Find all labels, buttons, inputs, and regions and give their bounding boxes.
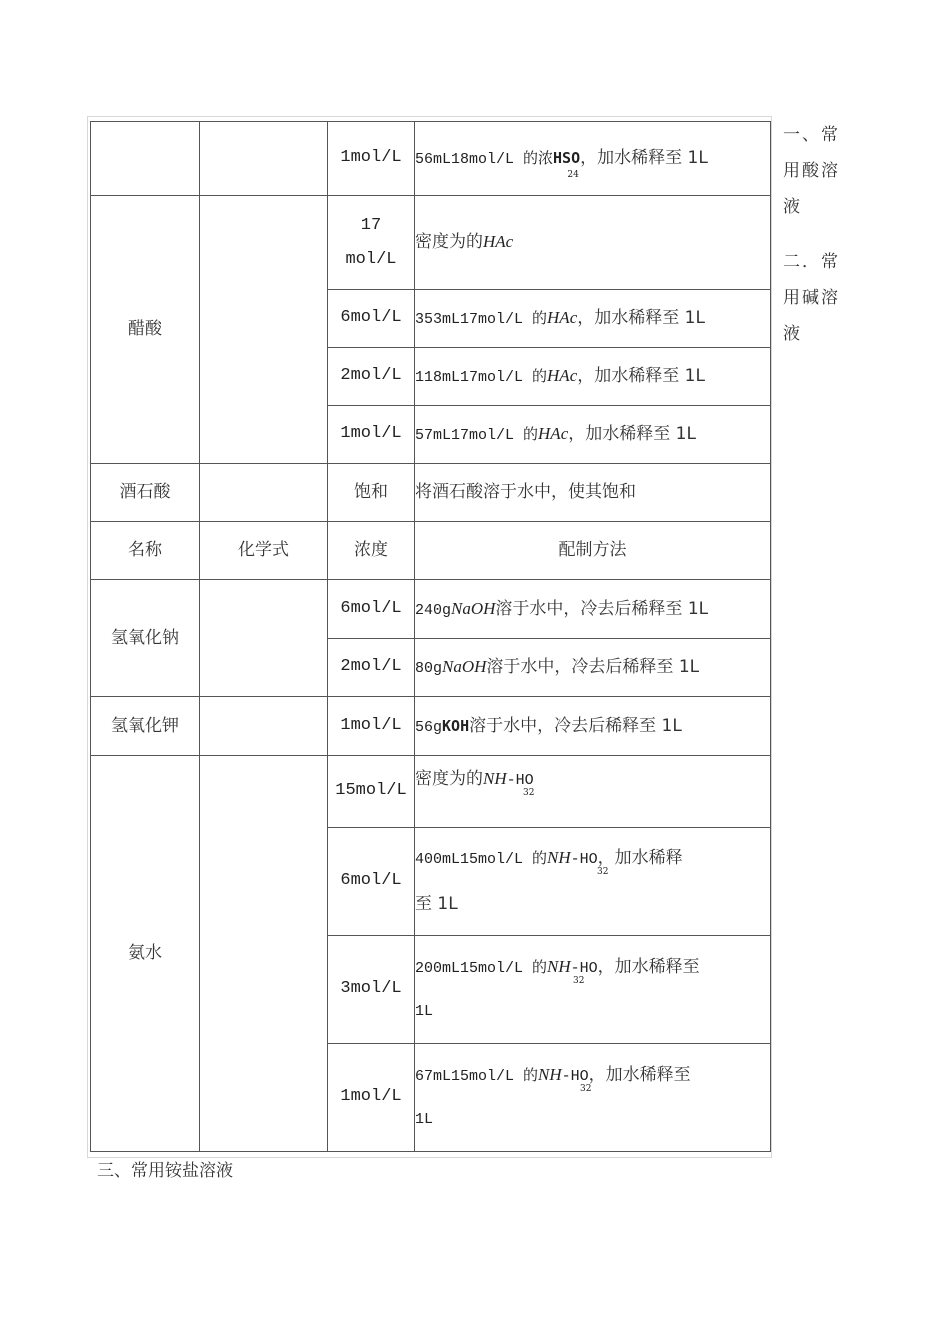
table-row <box>91 122 771 196</box>
name-cell <box>91 122 200 196</box>
conc-cell: 1mol/L <box>328 406 415 464</box>
header-conc: 浓度 <box>328 522 415 580</box>
method-cell: 57mL17mol/L 的HAc，加水稀释至 1L <box>415 406 771 464</box>
formula-cell <box>200 580 328 697</box>
header-name: 名称 <box>91 522 200 580</box>
method-cell: 240gNaOH溶于水中，冷去后稀释至 1L <box>415 580 771 639</box>
method-cell: 密度为的HAc <box>415 196 771 290</box>
formula-cell <box>200 464 328 522</box>
section-heading-ammonium: 三、常用铵盐溶液 <box>97 1161 233 1181</box>
method-cell: 118mL17mol/L 的HAc，加水稀释至 1L <box>415 348 771 406</box>
solution-table <box>90 121 771 1152</box>
conc-cell: 15mol/L <box>328 756 415 828</box>
conc-cell: 2mol/L <box>328 348 415 406</box>
header-method: 配制方法 <box>415 522 771 580</box>
table-row <box>91 697 771 756</box>
method-cell: 80gNaOH溶于水中，冷去后稀释至 1L <box>415 639 771 697</box>
method-cell: 56gKOH溶于水中，冷去后稀释至 1L <box>415 697 771 756</box>
conc-cell: 6mol/L <box>328 290 415 348</box>
conc-cell: 饱和 <box>328 464 415 522</box>
conc-cell: 2mol/L <box>328 639 415 697</box>
formula-cell <box>200 196 328 464</box>
conc-cell: 6mol/L <box>328 580 415 639</box>
conc-cell: 1mol/L <box>328 697 415 756</box>
name-cell-tartaric: 酒石酸 <box>91 464 200 522</box>
name-cell-koh: 氢氧化钾 <box>91 697 200 756</box>
conc-cell: 17 mol/L <box>328 196 415 290</box>
table-header-row <box>91 522 771 580</box>
header-formula: 化学式 <box>200 522 328 580</box>
method-cell: 密度为的NH-HO 32 <box>415 756 771 828</box>
formula-cell <box>200 697 328 756</box>
conc-cell: 1mol/L <box>328 1044 415 1152</box>
method-cell: 56mL18mol/L 的浓HSO24，加水稀释至 1L <box>415 122 771 196</box>
conc-cell: 1mol/L <box>328 122 415 196</box>
table-row <box>91 464 771 522</box>
formula-cell <box>200 122 328 196</box>
formula-cell <box>200 756 328 1152</box>
section-heading-base: 二．常用碱溶液 <box>783 252 840 344</box>
conc-cell: 6mol/L <box>328 828 415 936</box>
method-cell: 400mL15mol/L 的NH-HO，加水稀释 32 至 1L <box>415 828 771 936</box>
name-cell-ammonia: 氨水 <box>91 756 200 1152</box>
method-cell: 200mL15mol/L 的NH-HO，加水稀释至 32 1L <box>415 936 771 1044</box>
method-cell: 353mL17mol/L 的HAc，加水稀释至 1L <box>415 290 771 348</box>
section-heading-acid: 一、常用酸溶液 <box>783 125 840 217</box>
table-row <box>91 756 771 828</box>
name-cell-acetic: 醋酸 <box>91 196 200 464</box>
name-cell-naoh: 氢氧化钠 <box>91 580 200 697</box>
conc-cell: 3mol/L <box>328 936 415 1044</box>
table-row <box>91 580 771 639</box>
method-cell: 67mL15mol/L 的NH-HO，加水稀释至 32 1L <box>415 1044 771 1152</box>
table-row <box>91 196 771 290</box>
method-cell: 将酒石酸溶于水中，使其饱和 <box>415 464 771 522</box>
